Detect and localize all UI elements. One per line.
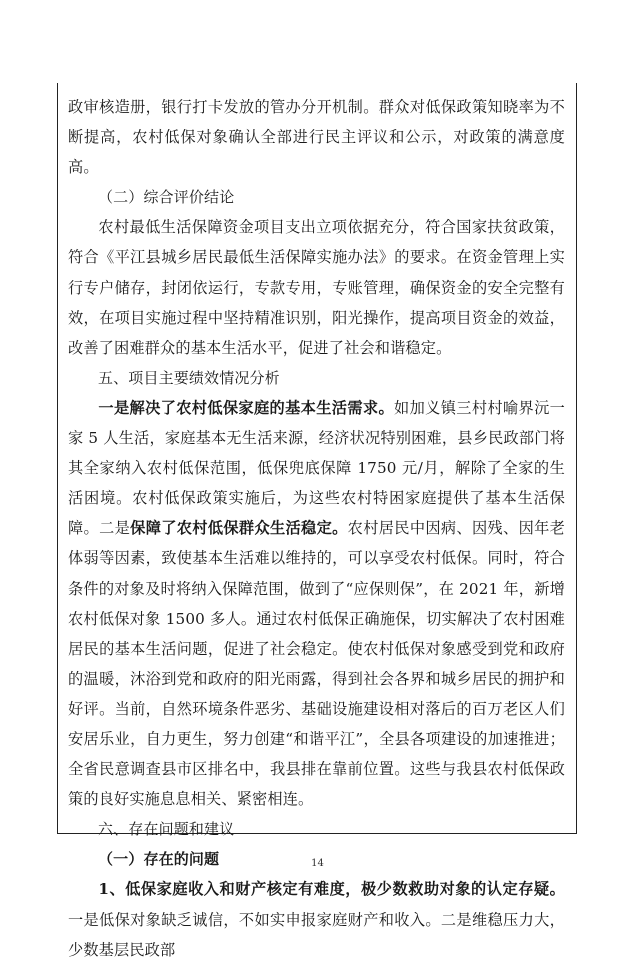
heading-comprehensive-conclusion: （二）综合评价结论	[98, 188, 235, 207]
heading-existing-problems: （一）存在的问题	[98, 850, 220, 869]
heading-performance-analysis: 五、项目主要绩效情况分析	[98, 368, 280, 387]
performance-second-bold: 保障了农村低保群众生活稳定。	[130, 519, 348, 538]
heading-problems-suggestions: 六、存在问题和建议	[98, 820, 235, 839]
document-body	[58, 83, 576, 965]
issue-lead-bold: 1、低保家庭收入和财产核定有难度，极少数救助对象的认定存疑。	[98, 880, 565, 899]
issue-text: 一是低保对象缺乏诚信，不如实申报家庭财产和收入。二是维稳压力大，少数基层民政部	[68, 910, 565, 959]
paragraph-continued: 政审核造册，银行打卡发放的管办分开机制。群众对低保政策知晓率为不断提高，农村低保对象确认全部进行民主评议和公示，对政策的满意度高。	[68, 98, 565, 177]
performance-text-a: 如加义镇三村村喻界沅一家 5 人生活，家庭基本无生活来源，经济状况特别困难，县乡民政部门将其全家纳入农村低保范围，低保兜底保障 1750 元/月，解除了全家的生活困境。农村低保政策实施后，为这些农村特困家庭提供了基本生活保障。二是	[68, 398, 565, 538]
paragraph-conclusion: 农村最低生活保障资金项目支出立项依据充分，符合国家扶贫政策，符合《平江县城乡居民最低生活保障实施办法》的要求。在资金管理上实行专户储存，封闭依运行，专款专用，专账管理，确保资金的安全完整有效，在项目实施过程中坚持精准识别，阳光操作，提高项目资金的效益，改善了困难群众的基本生活水平，促进了社会和谐稳定。	[68, 218, 565, 357]
paragraph-issue	[68, 874, 565, 964]
performance-text-b: 农村居民中因病、因残、因年老体弱等因素，致使基本生活难以维持的，可以享受农村低保。同时，符合条件的对象及时将纳入保障范围，做到了“应保则保”，在 2021 年，新增农村低保对象 1500 多人。通过农村低保正确施保，切实解决了农村困难居民的基本生活问题，促进了社会稳定。使农村低保对象感受到党和政府的温暖，沐浴到党和政府的阳光雨露，得到社会各界和城乡居民的拥护和好评。当前，自然环境条件恶劣、基础设施建设相对落后的百万老区人们安居乐业，自力更生，努力创建“和谐平江”，全县各项建设的加速推进；全省民意调查县市区排名中，我县排在靠前位置。这些与我县农村低保政策的良好实施息息相关、紧密相连。	[68, 519, 565, 809]
paragraph-performance	[68, 393, 565, 814]
performance-lead-bold: 一是解决了农村低保家庭的基本生活需求。	[98, 398, 395, 417]
page-number: 14	[311, 858, 324, 869]
